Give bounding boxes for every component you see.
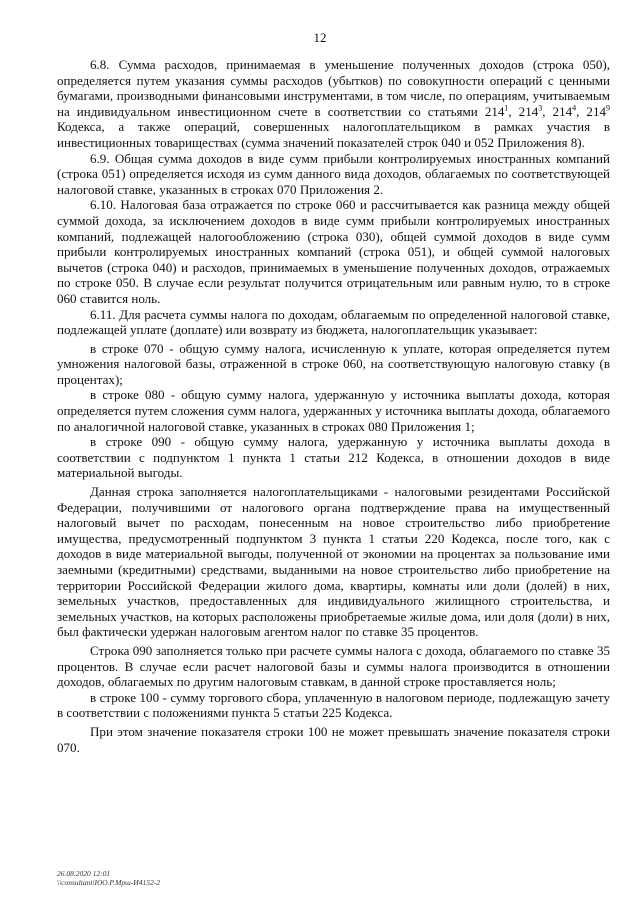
paragraph-line-090-residents: Данная строка заполняется налогоплательщиками - налоговыми резидентами Российской Федерации, получившими от налогового органа подтверждение права на имущественный налоговый вычет по расходам, понесенным на новое строительство либо приобретение имущества, предусмотренный подпунктом 3 пункта 1 статьи 220 Кодекса, после того, как с доходов в виде материальной выгоды, полученной от экономии на процентах за пользование ими заемными (кредитными) средствами, выданными на новое строительство либо приобретение на территории Российской Федерации жилого дома, квартиры, комнаты или доли (долей) в них, земельных участков, предоставленных для индивидуального жилищного строительства, и земельных участков, на которых расположены приобретаемые жилые дома, или доля (доли) в них, был фактически удержан налоговым агентом налог по ставке 35 процентов. [57, 484, 610, 640]
paragraph-line-090-rate: Строка 090 заполняется только при расчете суммы налога с дохода, облагаемого по ставке 35 процентов. В случае если расчет налоговой базы и суммы налога производится в отношении доходов, облагаемых по другим налоговым ставкам, в данной строке проставляется ноль; [57, 642, 610, 690]
paragraph-6-11: 6.11. Для расчета суммы налога по доходам, облагаемым по определенной налоговой ставке, подлежащей уплате (доплате) или возврату из бюджета, налогоплательщик указывает: [57, 306, 610, 338]
paragraph-6-8-text-mid-3: , 214 [576, 103, 607, 119]
paragraph-line-100: в строке 100 - сумму торгового сбора, уплаченную в налоговом периоде, подлежащую зачету в соответствии с положениями пункта 5 статьи 225 Кодекса. [57, 689, 610, 721]
paragraph-line-070: в строке 070 - общую сумму налога, исчисленную к уплате, которая определяется путем умножения налоговой базы, отраженной в строке 060, на соответствующую налоговую ставку (в процентах); [57, 340, 610, 387]
document-body [57, 57, 610, 755]
paragraph-line-090: в строке 090 - общую сумму налога, удержанную у источника выплаты дохода в соответствии с подпунктом 1 пункта 1 статьи 212 Кодекса, в отношении доходов в виде материальной выгоды. [57, 434, 610, 481]
paragraph-6-8-text-mid-1: , 214 [508, 103, 539, 119]
paragraph-line-100-limit: При этом значение показателя строки 100 не может превышать значение показателя строки 070. [57, 723, 610, 755]
superscript-1: 1 [504, 103, 509, 113]
superscript-9: 9 [606, 103, 611, 113]
paragraph-6-8-text-mid-2: , 214 [542, 103, 573, 119]
document-footer [57, 869, 160, 887]
paragraph-6-8-text-end: Кодекса, а также операций, совершенных налогоплательщиком в рамках участия в инвестиционных товариществах (сумма значений показателей строк 040 и 052 Приложения 8). [57, 119, 610, 150]
superscript-4: 4 [572, 103, 577, 113]
page-number: 12 [313, 30, 327, 45]
superscript-3: 3 [538, 103, 543, 113]
paragraph-6-10: 6.10. Налоговая база отражается по строке 060 и рассчитывается как разница между общей суммой дохода, за исключением доходов в виде сумм прибыли контролируемых иностранных компаний, подлежащей налогообложению (строка 030), общей суммой доходов в виде сумм прибыли контролируемых иностранных компаний (строка 051), и общей суммой налоговых вычетов (строка 040) и расходов, принимаемых в уменьшение полученных доходов, отражаемых по строке 050. В случае если результат получится отрицательным или равным нулю, то в строке 060 ставится ноль. [57, 197, 610, 306]
paragraph-6-8 [57, 57, 610, 151]
footer-timestamp: 26.08.2020 12:01 [57, 869, 111, 878]
paragraph-6-9: 6.9. Общая сумма доходов в виде сумм прибыли контролируемых иностранных компаний (строка 051) определяется исходя из сумм данного вида доходов, облагаемых по соответствующей налоговой ставке, указанных в строках 070 Приложения 2. [57, 150, 610, 197]
paragraph-6-8-text-start: 6.8. Сумма расходов, принимаемая в уменьшение полученных доходов (строка 050), определяется путем указания суммы расходов (убытков) по совокупности операций с ценными бумагами, производными финансовыми инструментами, в том числе, по операциям, учитываемым на индивидуальном инвестиционном счете в соответствии со статьями 214 [57, 57, 610, 119]
paragraph-line-080: в строке 080 - общую сумму налога, удержанную у источника выплаты дохода, которая определяется путем сложения сумм налога, удержанных у источника выплаты дохода, облагаемого по аналогичной налоговой ставке, указанных в строках 080 Приложения 1; [57, 387, 610, 434]
footer-file-path: \\consultant\ЮО.Р.Мрш-И4152-2 [57, 878, 160, 887]
